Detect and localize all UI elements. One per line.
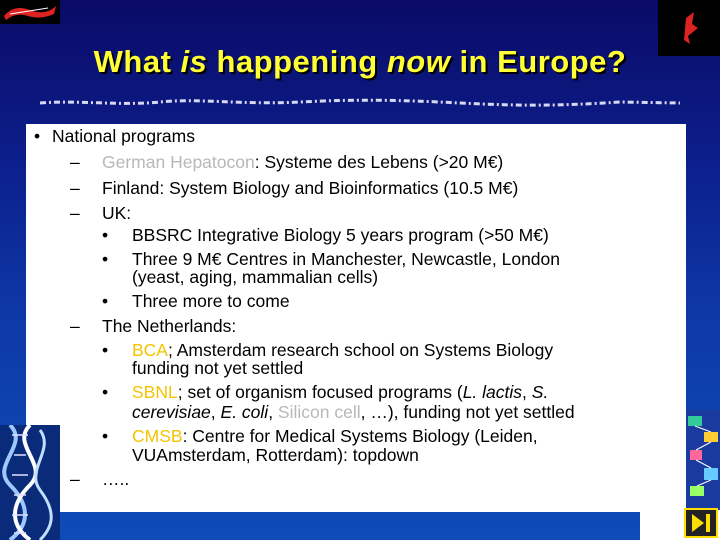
list-item-continuation: VUAmsterdam, Rotterdam): topdown — [132, 445, 419, 465]
list-item-continuation: (yeast, aging, mammalian cells) — [132, 267, 379, 287]
list-item: – Finland: System Biology and Bioinformatics (10.5 M€) — [70, 178, 519, 198]
network-diagram-image — [686, 410, 720, 510]
list-item: – ….. — [70, 469, 130, 489]
list-item: • CMSB: Centre for Medical Systems Biology (Leiden, — [102, 426, 538, 446]
list-item: – German Hepatocon: Systeme des Lebens (>20 M€) — [70, 152, 504, 172]
title-divider — [40, 98, 680, 108]
list-item: – UK: — [70, 203, 132, 223]
logo-top-left — [0, 0, 60, 24]
silicon-cell-link[interactable]: Silicon cell — [277, 402, 361, 422]
list-item: • Three more to come — [102, 291, 290, 311]
list-item: • SBNL; set of organism focused programs (L. lactis, S. — [102, 382, 549, 402]
list-item-continuation: cerevisiae, E. coli, Silicon cell, …), funding not yet settled — [132, 402, 575, 422]
list-item: • National programs — [34, 126, 195, 146]
german-hepatocon-link[interactable]: German Hepatocon — [102, 152, 255, 172]
list-item: – The Netherlands: — [70, 316, 237, 336]
list-item: • BBSRC Integrative Biology 5 years program (>50 M€) — [102, 225, 549, 245]
list-item: • Three 9 M€ Centres in Manchester, Newcastle, London — [102, 249, 560, 269]
list-item-continuation: funding not yet settled — [132, 358, 304, 378]
slide-title: What is happening now in Europe? — [93, 44, 627, 79]
list-item: • BCA; Amsterdam research school on Systems Biology — [102, 340, 554, 360]
skip-forward-icon — [686, 510, 716, 536]
navigation-button[interactable] — [684, 508, 718, 538]
dna-helix-image — [0, 425, 60, 540]
